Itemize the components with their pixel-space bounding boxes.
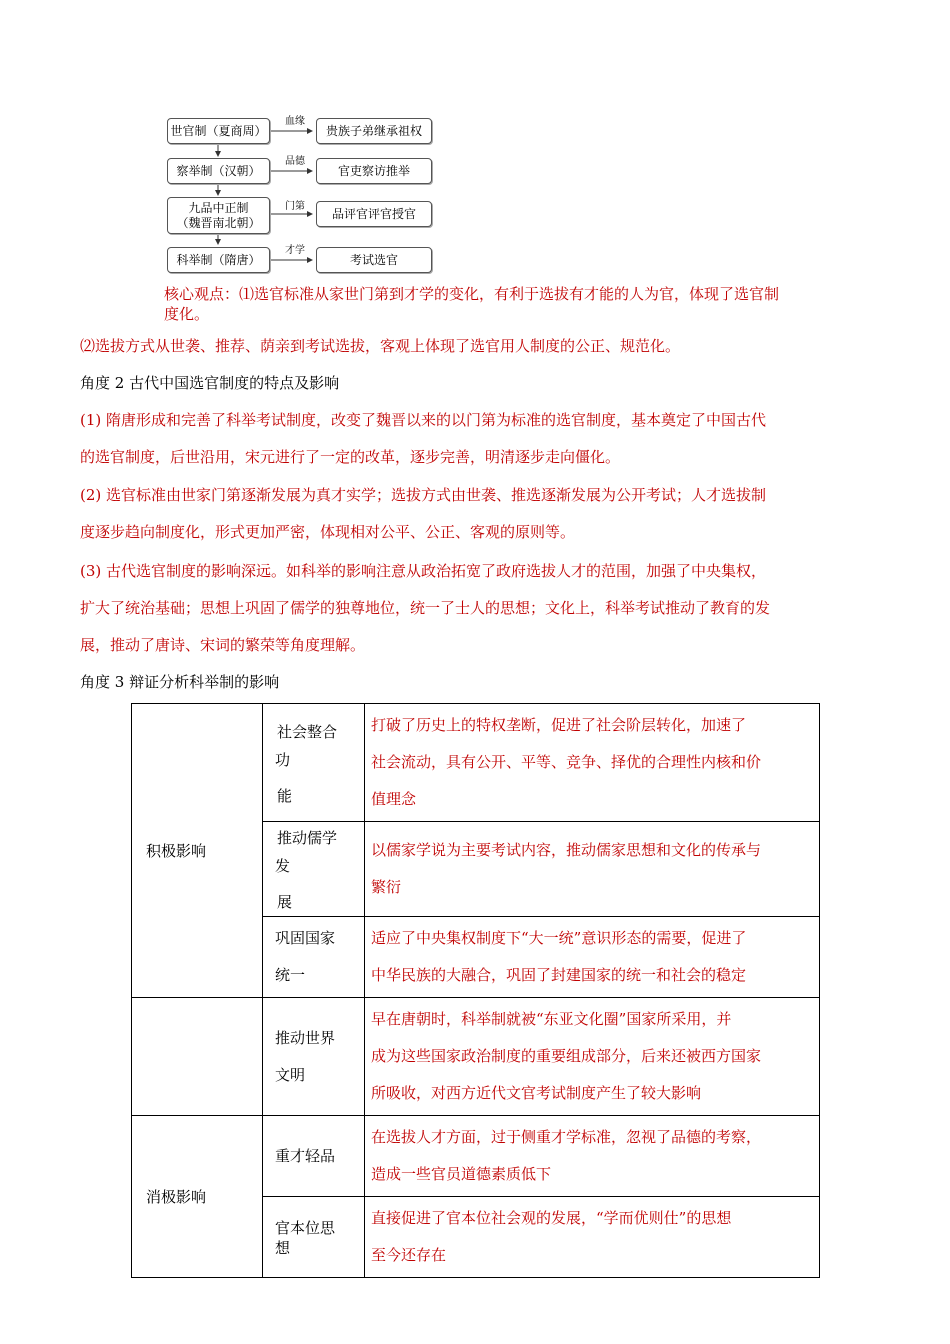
negative-impact-cell: 消极影响 xyxy=(132,1116,263,1278)
diagram-label-mendi: 门第 xyxy=(285,201,305,212)
description-cell: 以儒家学说为主要考试内容，推动儒家思想和文化的传承与 繁衍 xyxy=(365,822,820,917)
description-cell: 直接促进了官本位社会观的发展，“学而优则仕”的思想 至今还存在 xyxy=(365,1197,820,1278)
diagram-box-pingping: 品评官评官授官 xyxy=(316,201,432,227)
core-view-line1: 核心观点：⑴选官标准从家世门第到才学的变化，有利于选拔有才能的人为官，体现了选官制 xyxy=(164,285,780,303)
aspect-cell: 巩固国家 统一 xyxy=(263,917,365,998)
angle2-heading: 角度 2 古代中国选官制度的特点及影响 xyxy=(80,374,340,392)
angle2-item3-line2: 扩大了统治基础；思想上巩固了儒学的独尊地位，统一了士人的思想；文化上，科举考试推动了教育的发 xyxy=(80,599,771,617)
angle2-item1-line1: (1) 隋唐形成和完善了科举考试制度，改变了魏晋以来的以门第为标准的选官制度，基本奠定了中国古代 xyxy=(80,411,767,429)
angle2-item1-line2: 的选官制度，后世沿用，宋元进行了一定的改革，逐步完善，明清逐步走向僵化。 xyxy=(80,448,621,466)
diagram-box-keju: 科举制（隋唐） xyxy=(167,247,270,273)
diagram-label-caixue: 才学 xyxy=(285,245,305,256)
aspect-cell: 官本位思 想 xyxy=(263,1197,365,1278)
aspect-cell: 社会整合 功 能 xyxy=(263,704,365,822)
diagram-box-chaju: 察举制（汉朝） xyxy=(167,158,270,184)
diagram-box-shiguan: 世官制（夏商周） xyxy=(167,118,270,144)
diagram-box-guizu: 贵族子弟继承祖权 xyxy=(316,118,432,144)
table-row xyxy=(132,704,820,822)
core-view-line2: 度化。 xyxy=(164,305,210,323)
table-row xyxy=(132,998,820,1116)
angle2-item3-line1: (3) 古代选官制度的影响深远。如科举的影响注意从政治拓宽了政府选拔人才的范围，加强了中央集权， xyxy=(80,562,767,580)
diagram-box-kaoshi: 考试选官 xyxy=(316,247,432,273)
paragraph-selection-method: ⑵选拔方式从世袭、推荐、荫亲到考试选拔，客观上体现了选官用人制度的公正、规范化。 xyxy=(80,337,681,355)
aspect-cell: 推动世界 文明 xyxy=(263,998,365,1116)
table-row xyxy=(132,1116,820,1197)
description-cell: 打破了历史上的特权垄断，促进了社会阶层转化，加速了 社会流动，具有公开、平等、竞争、择优的合理性内核和价 值理念 xyxy=(365,704,820,822)
description-cell: 在选拔人才方面，过于侧重才学标准，忽视了品德的考察， 造成一些官员道德素质低下 xyxy=(365,1116,820,1197)
positive-impact-cell: 积极影响 xyxy=(132,704,263,998)
angle2-item2-line2: 度逐步趋向制度化，形式更加严密，体现相对公平、公正、客观的原则等。 xyxy=(80,523,576,541)
angle2-item3-line3: 展，推动了唐诗、宋词的繁荣等角度理解。 xyxy=(80,636,366,654)
aspect-cell: 推动儒学 发 展 xyxy=(263,822,365,917)
diagram-box-jiupin: 九品中正制 （魏晋南北朝） xyxy=(167,197,270,234)
diagram-box-guanli: 官吏察访推举 xyxy=(316,158,432,184)
description-cell: 早在唐朝时，科举制就被“东亚文化圈”国家所采用，并 成为这些国家政治制度的重要组成部分，后来还被西方国家 所吸收，对西方近代文官考试制度产生了较大影响 xyxy=(365,998,820,1116)
empty-category-cell xyxy=(132,998,263,1116)
diagram-label-pinde: 品德 xyxy=(285,156,305,167)
diagram-connectors xyxy=(0,0,950,290)
description-cell: 适应了中央集权制度下“大一统”意识形态的需要，促进了 中华民族的大融合，巩固了封建国家的统一和社会的稳定 xyxy=(365,917,820,998)
aspect-cell: 重才轻品 xyxy=(263,1116,365,1197)
keju-impact-table xyxy=(131,703,820,1278)
diagram-label-xueyuan: 血缘 xyxy=(285,116,305,127)
angle3-heading: 角度 3 辩证分析科举制的影响 xyxy=(80,673,280,691)
angle2-item2-line1: (2) 选官标准由世家门第逐渐发展为真才实学；选拔方式由世袭、推选逐渐发展为公开考试；人才选拔制 xyxy=(80,486,767,504)
